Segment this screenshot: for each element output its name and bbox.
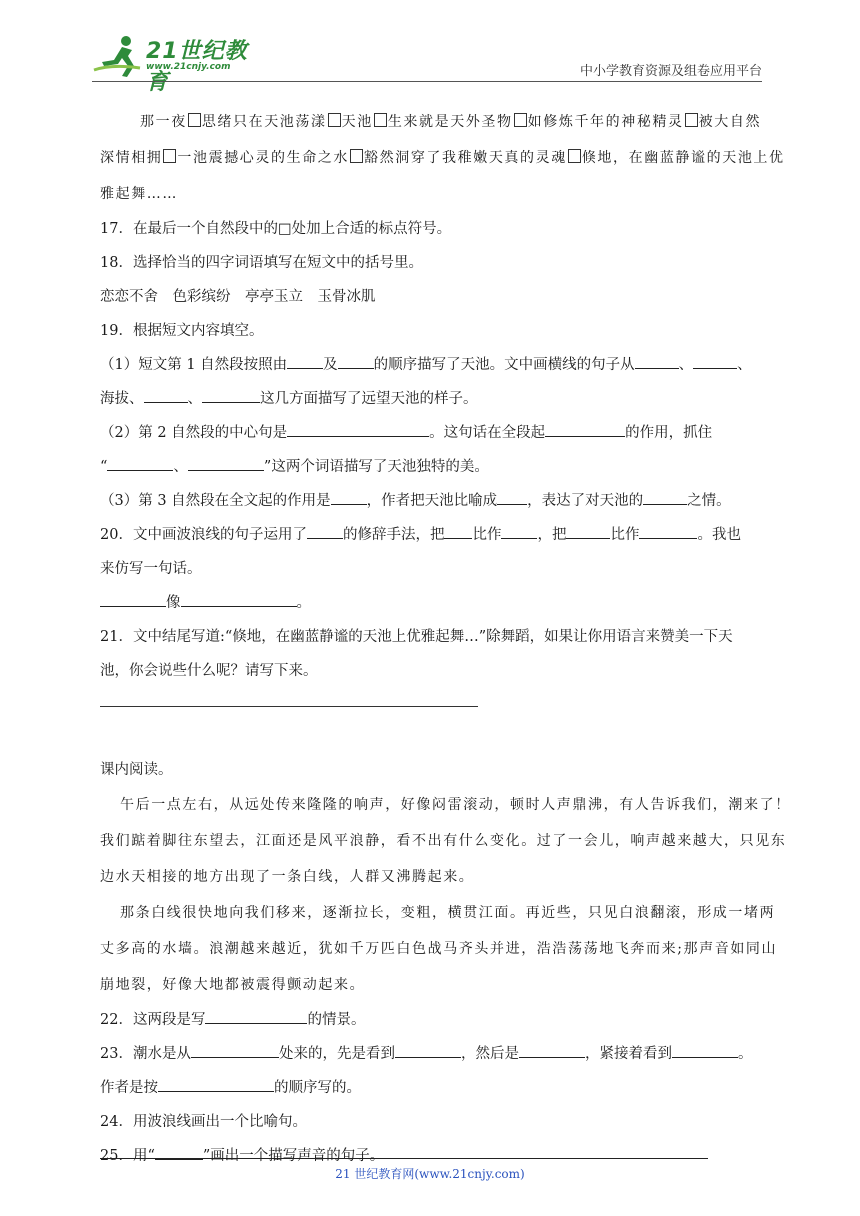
answer-blank[interactable]	[205, 1009, 307, 1024]
question-19-1-line1: （1）短文第 1 自然段按照由 及 的顺序描写了天池。文中画横线的句子从 、 、	[100, 348, 764, 382]
document-body	[100, 104, 791, 1173]
question-21-line1: 21．文中结尾写道:“倏地，在幽蓝静谧的天池上优雅起舞…”除舞蹈，如果让你用语言来赞美一下天	[100, 629, 733, 645]
blank-box	[188, 113, 201, 127]
passage1-line2: 深情相拥 一池震撼心灵的生命之水 豁然洞穿了我稚嫩天真的灵魂 倏地，在幽蓝静谧的天池上优	[100, 150, 785, 166]
answer-blank[interactable]	[144, 388, 188, 403]
passage2-p1-line1: 午后一点左右，从远处传来隆隆的响声，好像闷雷滚动，顿时人声鼎沸，有人告诉我们，潮来了！	[120, 797, 791, 813]
question-20-line3: 像 。	[100, 586, 764, 620]
section-title: 课内阅读。	[100, 762, 173, 778]
question-21-line2: 池，你会说些什么呢？请写下来。	[100, 663, 318, 679]
question-17: 17．在最后一个自然段中的□处加上合适的标点符号。	[100, 221, 452, 237]
answer-blank[interactable]	[635, 354, 679, 369]
passage2-p2-line3: 崩地裂，好像大地都被震得颤动起来。	[100, 977, 366, 993]
question-23-line2: 作者是按 的顺序写的。	[100, 1071, 764, 1105]
question-20-line2: 来仿写一句话。	[100, 561, 202, 577]
answer-blank[interactable]	[107, 456, 173, 471]
passage1-line3: 雅起舞……	[100, 186, 178, 202]
answer-blank[interactable]	[566, 524, 610, 539]
passage2-p1-line3: 边水天相接的地方出现了一条白线，人群又沸腾起来。	[100, 869, 475, 885]
question-23-line1: 23．潮水是从 处来的，先是看到 ，然后是 ，紧接着看到 。	[100, 1037, 764, 1071]
answer-blank[interactable]	[181, 592, 297, 607]
question-19-2-line1: （2）第 2 自然段的中心句是 。这句话在全段起 的作用，抓住	[100, 416, 764, 450]
blank-box	[514, 113, 527, 127]
answer-blank[interactable]	[188, 456, 264, 471]
question-19: 19．根据短文内容填空。	[100, 323, 264, 339]
footer-divider	[100, 1158, 708, 1159]
answer-blank[interactable]	[693, 354, 737, 369]
answer-blank[interactable]	[191, 1043, 279, 1058]
blank-box	[328, 113, 341, 127]
answer-blank[interactable]	[307, 524, 343, 539]
passage2-p2-line2: 丈多高的水墙。浪潮越来越近，犹如千万匹白色战马齐头并进，浩浩荡荡地飞奔而来;那声音如同山	[100, 941, 778, 957]
answer-blank[interactable]	[100, 592, 166, 607]
answer-blank[interactable]	[545, 422, 625, 437]
question-19-2-line2: “ 、 ”这两个词语描写了天池独特的美。	[100, 450, 764, 484]
passage2-p1-line2: 我们踮着脚往东望去，江面还是风平浪静，看不出有什么变化。过了一会儿，响声越来越大，只见东	[100, 833, 787, 849]
page-footer[interactable]: 21 世纪教育网(www.21cnjy.com)	[335, 1167, 525, 1181]
answer-blank[interactable]	[643, 490, 687, 505]
question-19-3: （3）第 3 自然段在全文起的作用是 ，作者把天池比喻成 ，表达了对天池的 之情。	[100, 484, 764, 518]
runner-logo-icon	[92, 34, 144, 78]
answer-blank[interactable]	[639, 524, 697, 539]
site-logo	[92, 34, 262, 95]
answer-blank[interactable]	[202, 388, 260, 403]
question-18: 18．选择恰当的四字词语填写在短文中的括号里。	[100, 255, 423, 271]
answer-line[interactable]	[100, 694, 478, 707]
answer-blank[interactable]	[519, 1043, 585, 1058]
blank-box	[374, 113, 387, 127]
question-18-word-bank: 恋恋不舍 色彩缤纷 亭亭玉立 玉骨冰肌	[100, 289, 376, 305]
question-20-line1: 20．文中画波浪线的句子运用了 的修辞手法，把 比作 ，把 比作 。我也	[100, 518, 764, 552]
answer-blank[interactable]	[331, 490, 367, 505]
answer-blank[interactable]	[287, 354, 323, 369]
header-divider	[92, 81, 762, 82]
passage1-line1: 那一夜 思绪只在天池荡漾 天池 生来就是天外圣物 如修炼千年的神秘精灵 被大自然	[140, 114, 762, 130]
blank-box	[163, 149, 176, 163]
answer-blank[interactable]	[672, 1043, 738, 1058]
page-header	[92, 30, 762, 95]
answer-blank[interactable]	[287, 422, 429, 437]
blank-box	[350, 149, 363, 163]
passage2-p2-line1: 那条白线很快地向我们移来，逐渐拉长，变粗，横贯江面。再近些，只见白浪翻滚，形成一堵两	[120, 905, 776, 921]
answer-blank[interactable]	[338, 354, 374, 369]
question-25: 25．用“ ”画出一个描写声音的句子。	[100, 1139, 764, 1173]
logo-url: www.21cnjy.com	[146, 62, 231, 72]
answer-blank[interactable]	[158, 1077, 274, 1092]
answer-blank[interactable]	[501, 524, 537, 539]
question-22: 22．这两段是写 的情景。	[100, 1003, 764, 1037]
blank-box	[568, 149, 581, 163]
question-19-1-line2: 海拔、 、 这几方面描写了远望天池的样子。	[100, 382, 764, 416]
answer-blank[interactable]	[395, 1043, 461, 1058]
platform-name: 中小学教育资源及组卷应用平台	[579, 64, 762, 79]
blank-box	[685, 113, 698, 127]
answer-blank[interactable]	[497, 490, 527, 505]
answer-blank[interactable]	[444, 524, 472, 539]
logo-text: 21世纪教育	[146, 39, 248, 95]
question-24: 24．用波浪线画出一个比喻句。	[100, 1114, 307, 1130]
